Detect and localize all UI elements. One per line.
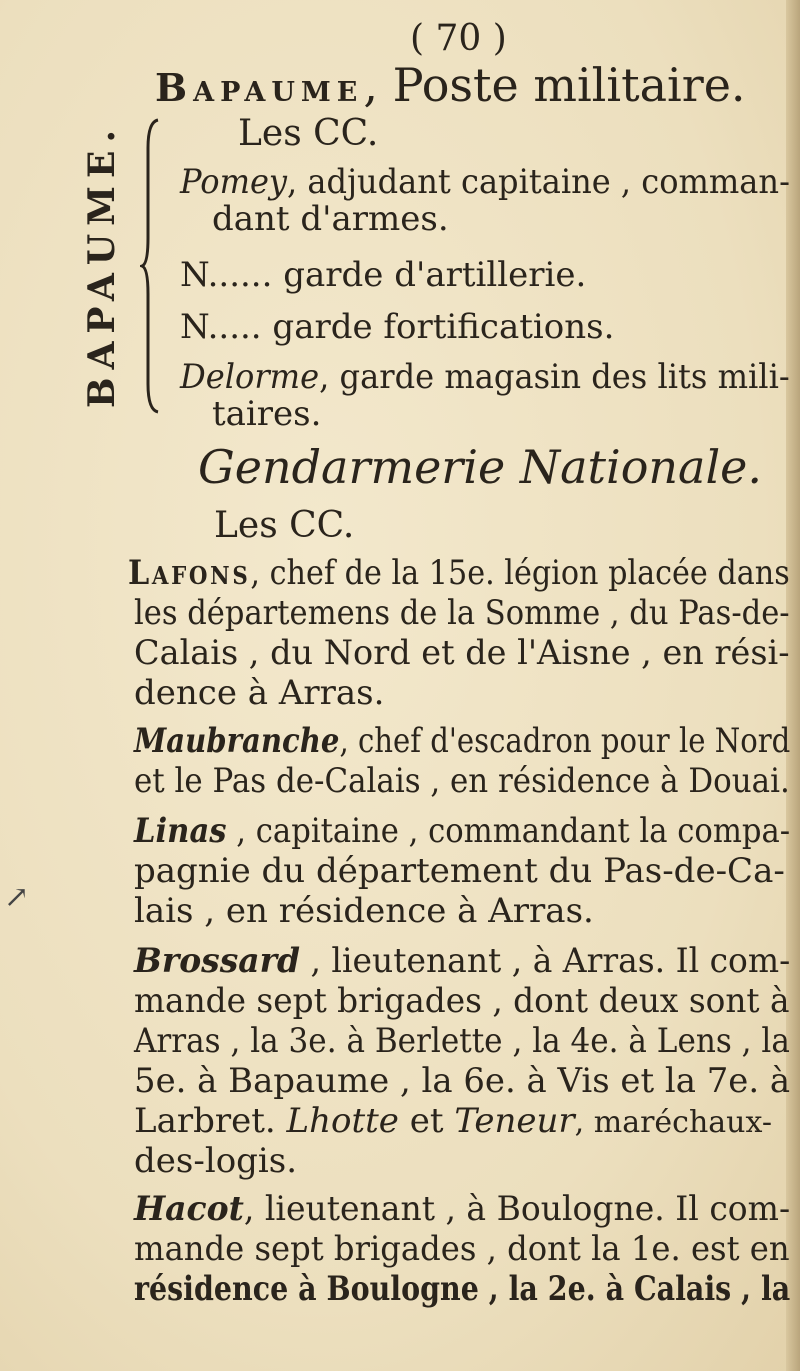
entry-text: , maréchaux- — [574, 1105, 773, 1140]
page-edge — [786, 0, 800, 1371]
entry-garde-artillerie — [180, 255, 587, 295]
entry-linas-l3: lais , en résidence à Arras. — [134, 891, 594, 931]
entry-name: Maubranche — [134, 721, 340, 761]
entry-name-lhotte: Lhotte — [286, 1101, 399, 1141]
entry-text: , lieutenant , à Arras. Il com- — [300, 941, 791, 981]
section1-heading: Les CC. — [238, 113, 379, 154]
entry-text: garde fortifications. — [261, 307, 615, 347]
entry-pomey-cont: dant d'armes. — [212, 199, 449, 239]
entry-brossard-l3: Arras , la 3e. à Berlette , la 4e. à Lens , la — [134, 1021, 790, 1061]
entry-lafons-l4: dence à Arras. — [134, 673, 385, 713]
entry-name: Brossard — [134, 941, 301, 981]
margin-mark: ↗ — [4, 880, 30, 915]
brace-icon — [140, 118, 164, 414]
entry-brossard-l2: mande sept brigades , dont deux sont à — [134, 981, 790, 1021]
entry-text: , garde magasin des lits mili- — [319, 357, 790, 397]
page-number: ( 70 ) — [410, 18, 507, 59]
entry-name-teneur: Teneur — [454, 1101, 575, 1141]
entry-pomey — [180, 162, 790, 202]
entry-lafons — [128, 553, 790, 593]
title-place: Bapaume — [155, 65, 364, 110]
entry-brossard-l5 — [134, 1101, 773, 1141]
entry-name: Delorme — [180, 357, 320, 397]
page-title — [155, 58, 746, 112]
entry-text: Larbret. — [134, 1101, 287, 1141]
entry-text: , adjudant capitaine , comman- — [287, 162, 790, 202]
entry-lafons-l3: Calais , du Nord et de l'Aisne , en rési- — [134, 633, 790, 673]
entry-lafons-l2: les départemens de la Somme , du Pas-de- — [134, 593, 790, 633]
entry-name: Lafons — [128, 553, 251, 593]
title-rest: , Poste militaire. — [363, 58, 746, 112]
entry-maubranche-l2: et le Pas de-Calais , en résidence à Douai. — [134, 761, 790, 801]
entry-name: Hacot — [134, 1189, 244, 1229]
entry-name: Pomey — [180, 162, 288, 202]
entry-text: , chef de la 15e. légion placée dans — [250, 553, 790, 593]
entry-text: , capitaine , commandant la compa- — [226, 811, 791, 851]
entry-hacot-l3: résidence à Boulogne , la 2e. à Calais , la — [134, 1269, 791, 1309]
entry-name: N..... — [180, 307, 262, 347]
entry-hacot — [134, 1189, 791, 1229]
entry-text: , lieutenant , à Boulogne. Il com- — [243, 1189, 791, 1229]
entry-brossard-l4: 5e. à Bapaume , la 6e. à Vis et la 7e. à — [134, 1061, 791, 1101]
entry-delorme — [180, 357, 790, 397]
entry-brossard — [134, 941, 791, 981]
entry-garde-fortifications — [180, 307, 615, 347]
entry-name: Linas — [134, 811, 227, 851]
entry-text: garde d'artillerie. — [272, 255, 587, 295]
entry-maubranche — [134, 721, 791, 761]
side-label — [82, 120, 122, 410]
entry-hacot-l2: mande sept brigades , dont la 1e. est en — [134, 1229, 790, 1269]
entry-linas-l2: pagnie du département du Pas-de-Ca- — [134, 851, 785, 891]
side-label-text: BAPAUME. — [81, 122, 123, 408]
entry-text: et — [398, 1101, 455, 1141]
entry-brossard-l6: des-logis. — [134, 1141, 298, 1181]
section2-heading: Les CC. — [214, 505, 355, 546]
section2-title: Gendarmerie Nationale. — [198, 440, 763, 494]
entry-text: , chef d'escadron pour le Nord — [339, 721, 791, 761]
entry-name: N...... — [180, 255, 273, 295]
entry-delorme-cont: taires. — [212, 394, 322, 434]
entry-linas — [134, 811, 791, 851]
